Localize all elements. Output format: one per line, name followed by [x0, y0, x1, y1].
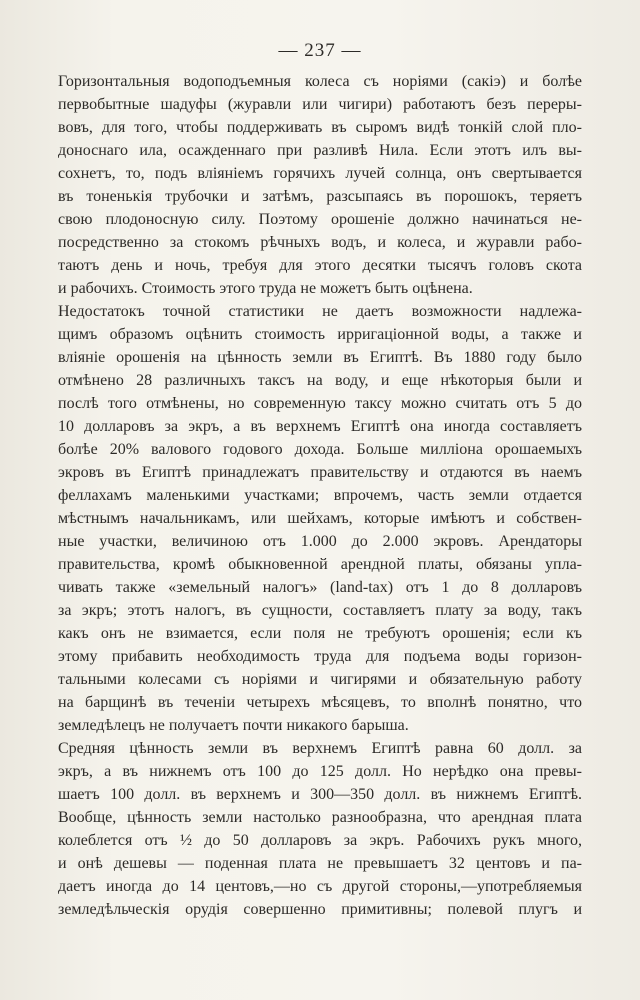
text-line: чивать также «земельный налогъ» (land-tax) отъ 1 до 8 долларовъ: [58, 579, 582, 596]
text-line: свою плодоносную силу. Поэтому орошеніе должно начинаться не-: [58, 211, 582, 228]
text-line: вовъ, для того, чтобы поддерживать въ сыромъ видѣ тонкій слой пло-: [58, 119, 582, 136]
text-line: вліяніе орошенія на цѣнность земли въ Египтѣ. Въ 1880 году было: [58, 349, 582, 366]
paragraph-3: [58, 737, 582, 921]
paragraph-2: [58, 300, 582, 737]
text-line: и рабочихъ. Стоимость этого труда не можетъ быть оцѣнена.: [58, 280, 473, 297]
text-line: Недостатокъ точной статистики не даетъ возможности надлежа-: [58, 303, 582, 320]
text-line: щимъ образомъ оцѣнить стоимость ирригаціонной воды, а также и: [58, 326, 582, 343]
text-line: 10 долларовъ за экръ, а въ верхнемъ Египтѣ она иногда составляетъ: [58, 418, 582, 435]
text-line: доноснаго ила, осажденнаго при разливѣ Нила. Если этотъ илъ вы-: [58, 142, 582, 159]
text-line: болѣе 20% валового годового дохода. Больше милліона орошаемыхъ: [58, 441, 582, 458]
text-line: экръ, а въ нижнемъ отъ 100 до 125 долл. Но нерѣдко она превы-: [58, 763, 582, 780]
text-line: шаетъ 100 долл. въ верхнемъ и 300—350 долл. въ нижнемъ Египтѣ.: [58, 786, 582, 803]
text-line: таютъ день и ночь, требуя для этого десятки тысячъ головъ скота: [58, 257, 582, 274]
text-line: земледѣльческія орудія совершенно примитивны; полевой плугъ и: [58, 901, 582, 918]
text-line: Средняя цѣнность земли въ верхнемъ Египтѣ равна 60 долл. за: [58, 740, 582, 757]
text-line: этому прибавить необходимость труда для подъема воды горизон-: [58, 648, 582, 665]
text-line: посредственно за стокомъ рѣчныхъ водъ, и колеса, и журавли рабо-: [58, 234, 582, 251]
text-line: за экръ; этотъ налогъ, въ сущности, составляетъ плату за воду, такъ: [58, 602, 582, 619]
text-line: земледѣлецъ не получаетъ почти никакого барыша.: [58, 717, 409, 734]
text-line: колеблется отъ ½ до 50 долларовъ за экръ. Рабочихъ рукъ много,: [58, 832, 582, 849]
text-line: отмѣнено 28 различныхъ таксъ на воду, и еще нѣкоторыя были и: [58, 372, 582, 389]
text-line: экровъ въ Египтѣ принадлежатъ правительству и отдаются въ наемъ: [58, 464, 582, 481]
text-line: феллахамъ маленькими участками; впрочемъ, часть земли отдается: [58, 487, 582, 504]
text-line: правительства, кромѣ обыкновенной арендной платы, обязаны упла-: [58, 556, 582, 573]
text-line: на барщинѣ въ теченіи четырехъ мѣсяцевъ, то вполнѣ понятно, что: [58, 694, 582, 711]
text-line: какъ онъ не взимается, если поля не требуютъ орошенія; если къ: [58, 625, 582, 642]
text-line: мѣстнымъ начальникамъ, или шейхамъ, которые имѣютъ и собствен-: [58, 510, 582, 527]
page-number: — 237 —: [278, 40, 362, 61]
text-line: Вообще, цѣнность земли настолько разнообразна, что арендная плата: [58, 809, 582, 826]
text-line: послѣ того отмѣнены, но современную таксу можно считать отъ 5 до: [58, 395, 582, 412]
text-line: тальными колесами съ норіями и чигирями и обязательную работу: [58, 671, 582, 688]
paragraph-1: [58, 70, 582, 300]
text-line: первобытные шадуфы (журавли или чигири) работаютъ безъ переры-: [58, 96, 582, 113]
text-line: въ тоненькія трубочки и затѣмъ, разсыпаясь въ порошокъ, теряетъ: [58, 188, 582, 205]
text-line: и онѣ дешевы — поденная плата не превышаетъ 32 центовъ и па-: [58, 855, 582, 872]
body-text: [58, 70, 582, 921]
text-line: ные участки, величиною отъ 1.000 до 2.000 экровъ. Арендаторы: [58, 533, 582, 550]
text-line: сохнетъ, то, подъ вліяніемъ горячихъ лучей солнца, онъ свертывается: [58, 165, 582, 182]
text-line: даетъ иногда до 14 центовъ,—но съ другой стороны,—употребляемыя: [58, 878, 582, 895]
text-line: Горизонтальныя водоподъемныя колеса съ норіями (сакіэ) и болѣе: [58, 73, 582, 90]
